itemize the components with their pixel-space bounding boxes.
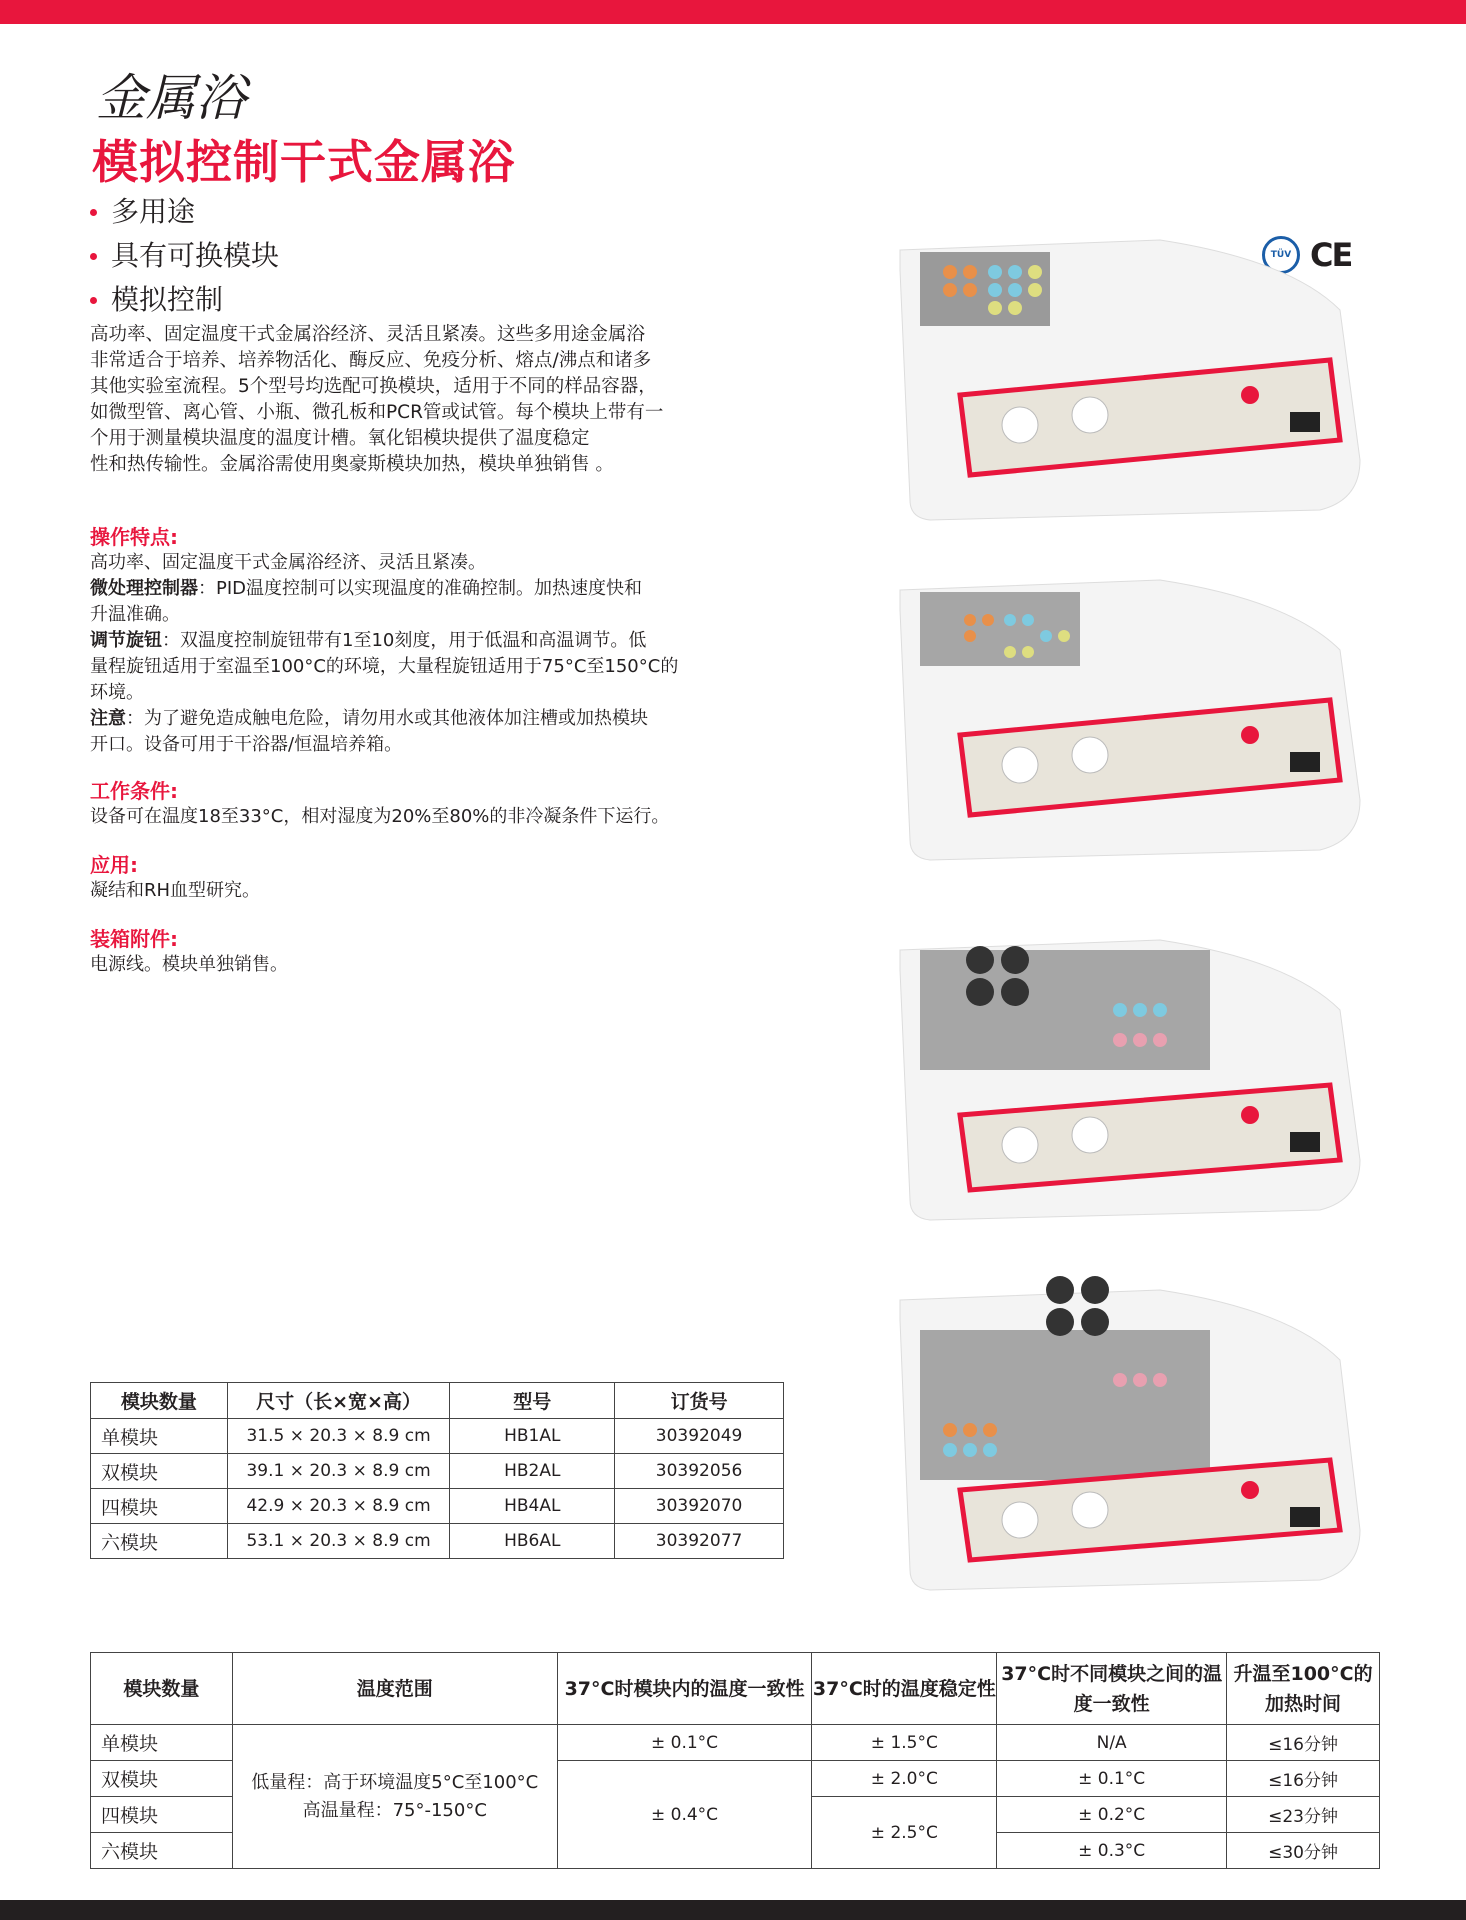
table-row: 单模块 低量程：高于环境温度5°C至100°C 高温量程：75°-150°C ± 0.1°C ± 1.5°C N/A ≤16分钟 bbox=[91, 1725, 1380, 1761]
table-row: 六模块 53.1 × 20.3 × 8.9 cm HB6AL 30392077 bbox=[91, 1524, 784, 1559]
bottom-bar bbox=[0, 1900, 1466, 1920]
product-images bbox=[820, 200, 1380, 1630]
top-brand-bar bbox=[0, 0, 1466, 24]
table-header-row: 模块数量 尺寸（长×宽×高） 型号 订货号 bbox=[91, 1383, 784, 1419]
model-table bbox=[90, 1382, 784, 1559]
bullet-dot-icon bbox=[90, 209, 97, 216]
table-row: 单模块 31.5 × 20.3 × 8.9 cm HB1AL 30392049 bbox=[91, 1419, 784, 1454]
bullet-dot-icon bbox=[90, 297, 97, 304]
conditions-section: 工作条件: 设备可在温度18至33°C，相对湿度为20%至80%的非冷凝条件下运行。 bbox=[90, 779, 670, 827]
table-row: 四模块 ± 2.5°C ± 0.2°C ≤23分钟 bbox=[91, 1797, 1380, 1833]
bullet-item: 模拟控制 bbox=[90, 278, 279, 322]
application-section: 应用: 凝结和RH血型研究。 bbox=[90, 853, 261, 901]
table-row: 四模块 42.9 × 20.3 × 8.9 cm HB4AL 30392070 bbox=[91, 1489, 784, 1524]
product-image-quad bbox=[900, 940, 1360, 1220]
ce-mark-icon: CE bbox=[1310, 236, 1352, 274]
tuv-logo-icon: TÜV bbox=[1262, 236, 1300, 274]
spec-table bbox=[90, 1652, 1380, 1869]
page-title: 模拟控制干式金属浴 bbox=[92, 135, 515, 189]
features-heading: 操作特点: bbox=[90, 525, 178, 549]
intro-paragraph: 高功率、固定温度干式金属浴经济、灵活且紧凑。这些多用途金属浴 非常适合于培养、培养物活化、酶反应、免疫分析、熔点/沸点和诸多 其他实验室流程。5个型号均选配可换模块，适用于不同的样品容器， 如微型管、离心管、小瓶、微孔板和PCR管或试管。每个模块上带有一 个用于测量模块温度的温度计槽。氧化铝模块提供了温度稳定 性和热传输性。金属浴需使用奥豪斯模块加热，模块单独销售 。 bbox=[90, 324, 664, 475]
bullet-item: 多用途 bbox=[90, 190, 279, 234]
table-row: 双模块 39.1 × 20.3 × 8.9 cm HB2AL 30392056 bbox=[91, 1454, 784, 1489]
accessories-section: 装箱附件: 电源线。模块单独销售。 bbox=[90, 927, 288, 975]
product-image-single bbox=[900, 240, 1360, 520]
table-row: 六模块 ± 0.3°C ≤30分钟 bbox=[91, 1833, 1380, 1869]
product-image-six bbox=[900, 1276, 1360, 1590]
table-row: 双模块 ± 0.4°C ± 2.0°C ± 0.1°C ≤16分钟 bbox=[91, 1761, 1380, 1797]
category-title: 金属浴 bbox=[96, 69, 246, 127]
bullet-item: 具有可换模块 bbox=[90, 234, 279, 278]
table-header-row: 模块数量 温度范围 37°C时模块内的温度一致性 37°C时的温度稳定性 37°C时不同模块之间的温度一致性 升温至100°C的加热时间 bbox=[91, 1653, 1380, 1725]
bullet-dot-icon bbox=[90, 253, 97, 260]
feature-bullets bbox=[90, 190, 279, 322]
features-section: 操作特点: 高功率、固定温度干式金属浴经济、灵活且紧凑。 微处理控制器：PID温度控制可以实现温度的准确控制。加热速度快和 升温准确。 调节旋钮：双温度控制旋钮带有1至10刻度，用于低温和高温调节。低 量程旋钮适用于室温至100°C的环境，大量程旋钮适用于75°C至150°C的 环境。 注意：为了避免造成触电危险，请勿用水或其他液体加注槽或加热模块 开口。设备可用于干浴器/恒温培养箱。 bbox=[90, 524, 750, 758]
temperature-range-cell: 低量程：高于环境温度5°C至100°C 高温量程：75°-150°C bbox=[232, 1725, 557, 1869]
product-image-double bbox=[900, 580, 1360, 860]
